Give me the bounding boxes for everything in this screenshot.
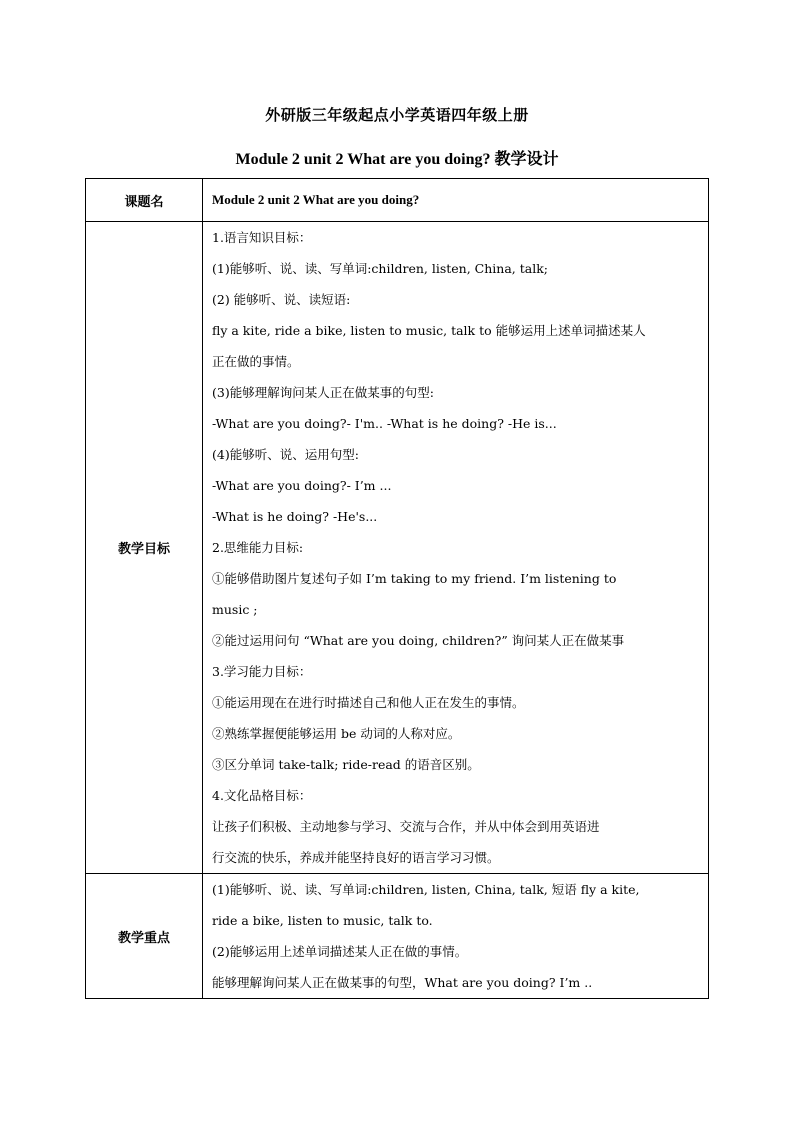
key-point-line: ride a bike, listen to music, talk to. xyxy=(212,913,433,928)
table-row-topic xyxy=(86,179,709,222)
objective-line: 3.学习能力目标： xyxy=(212,664,312,679)
objective-line: -What is he doing? -He's... xyxy=(212,509,378,524)
objective-line: (2) 能够听、说、读短语: xyxy=(212,292,351,307)
objective-line: 4.文化品格目标： xyxy=(212,788,312,803)
objective-line: 行交流的快乐，养成并能坚持良好的语言学习习惯。 xyxy=(212,850,500,865)
objectives-content xyxy=(203,222,709,874)
key-points-content xyxy=(203,874,709,999)
document-subtitle: Module 2 unit 2 What are you doing? 教学设计 xyxy=(235,151,559,168)
topic-label: 课题名 xyxy=(86,179,203,222)
key-points-label: 教学重点 xyxy=(86,874,203,999)
objective-line: (1)能够听、说、读、写单词:children, listen, China, talk; xyxy=(212,261,548,276)
objective-line: ①能够借助图片复述句子如 I’m taking to my friend. I’m listening to xyxy=(212,571,617,586)
table-row-objectives xyxy=(86,222,709,874)
objective-line: fly a kite, ride a bike, listen to music, talk to 能够运用上述单词描述某人 xyxy=(212,323,646,338)
key-point-line: 能够理解询问某人正在做某事的句型，What are you doing? I’m .. xyxy=(212,975,593,990)
objective-line: ②能过运用问句 “What are you doing, children?” 询问某人正在做某事 xyxy=(212,633,625,648)
objective-line: ③区分单词 take-talk; ride-read 的语音区别。 xyxy=(212,757,480,772)
objective-line: 让孩子们积极、主动地参与学习、交流与合作，并从中体会到用英语进 xyxy=(212,819,600,834)
lesson-plan-table xyxy=(85,178,709,999)
objective-line: 2.思维能力目标: xyxy=(212,540,304,555)
objective-line: 1.语言知识目标： xyxy=(212,230,312,245)
topic-value: Module 2 unit 2 What are you doing? xyxy=(212,192,420,207)
key-point-line: (1)能够听、说、读、写单词:children, listen, China, talk, 短语 fly a kite, xyxy=(212,882,640,897)
objective-line: ②熟练掌握便能够运用 be 动词的人称对应。 xyxy=(212,726,461,741)
key-point-line: (2)能够运用上述单词描述某人正在做的事情。 xyxy=(212,944,468,959)
objective-line: music ; xyxy=(212,602,258,617)
objective-line: ①能运用现在在进行时描述自己和他人正在发生的事情。 xyxy=(212,695,525,710)
objective-line: (3)能够理解询问某人正在做某事的句型: xyxy=(212,385,434,400)
topic-value-cell xyxy=(203,179,709,222)
document-title: 外研版三年级起点小学英语四年级上册 xyxy=(265,106,529,124)
table-row-key-points xyxy=(86,874,709,999)
objective-line: -What are you doing?- I’m ... xyxy=(212,478,392,493)
objective-line: (4)能够听、说、运用句型: xyxy=(212,447,359,462)
objective-line: -What are you doing?- I'm.. -What is he doing? -He is... xyxy=(212,416,557,431)
objective-line: 正在做的事情。 xyxy=(212,354,300,369)
objectives-label: 教学目标 xyxy=(86,222,203,874)
